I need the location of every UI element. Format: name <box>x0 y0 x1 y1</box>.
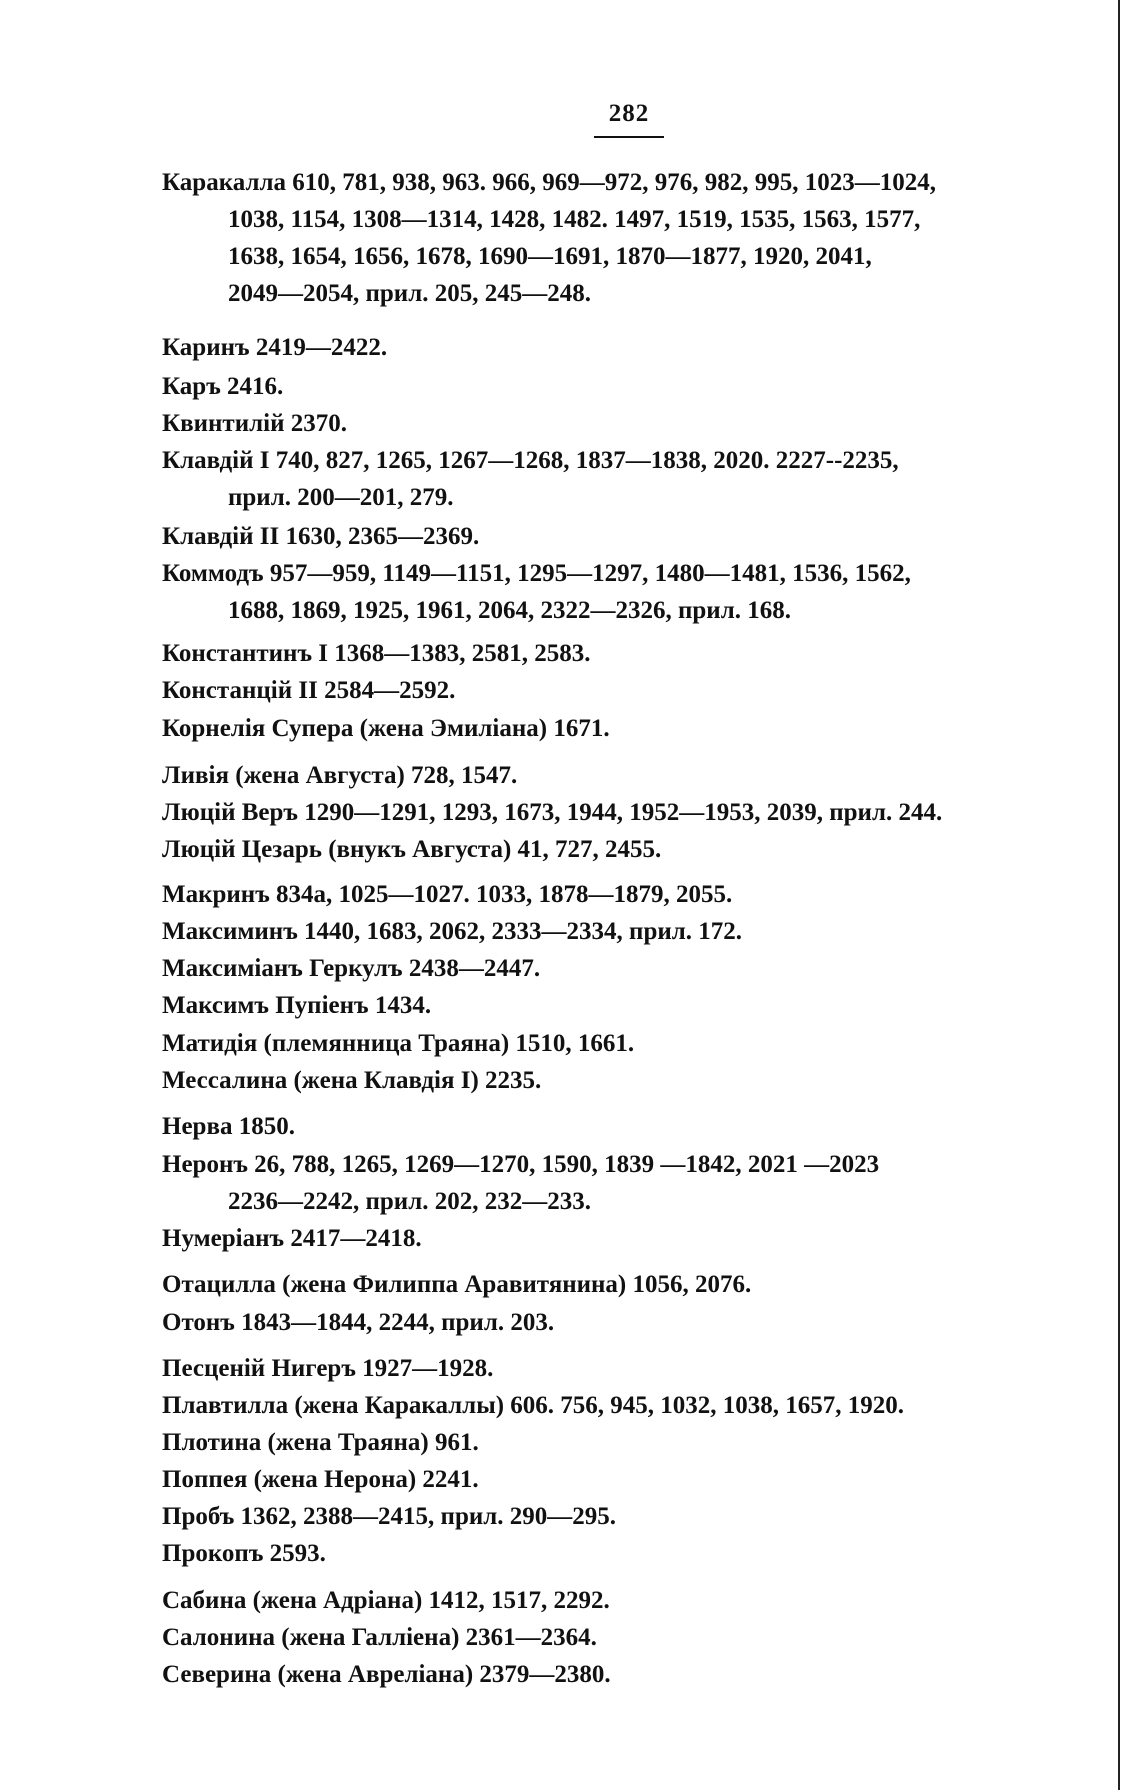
index-entry <box>162 987 1090 1024</box>
index-entry <box>162 1108 1090 1145</box>
index-entry <box>162 1424 1090 1461</box>
index-entry <box>162 1350 1090 1387</box>
index-entry <box>162 672 1090 709</box>
entry-line: Клавдій I 740, 827, 1265, 1267—1268, 1837—1838, 2020. 2227--2235, <box>162 447 899 474</box>
entry-line: Корнелія Супера (жена Эмиліана) 1671. <box>162 715 610 742</box>
index-entry <box>162 1025 1090 1062</box>
right-margin-rule <box>1118 0 1120 1790</box>
entry-line: Прокопъ 2593. <box>162 1540 326 1567</box>
entry-line: Коммодъ 957—959, 1149—1151, 1295—1297, 1480—1481, 1536, 1562, <box>162 560 911 587</box>
entry-line: Матидія (племянница Траяна) 1510, 1661. <box>162 1030 635 1057</box>
entry-line: Плотина (жена Траяна) 961. <box>162 1429 479 1456</box>
index-entry <box>162 831 1090 868</box>
index-entry <box>162 518 1090 555</box>
entry-line: Нерва 1850. <box>162 1113 295 1140</box>
entry-line: 2236—2242, прил. 202, 232—233. <box>228 1188 591 1215</box>
index-entry <box>162 1582 1090 1619</box>
index-entry <box>162 1619 1090 1656</box>
index-entry <box>162 757 1090 794</box>
entry-line: Отонъ 1843—1844, 2244, прил. 203. <box>162 1309 555 1336</box>
entry-line: 1038, 1154, 1308—1314, 1428, 1482. 1497, 1519, 1535, 1563, 1577, <box>228 206 921 233</box>
entry-line: Ливія (жена Августа) 728, 1547. <box>162 762 518 789</box>
index-entry <box>162 405 1090 442</box>
entry-line: Плавтилла (жена Каракаллы) 606. 756, 945, 1032, 1038, 1657, 1920. <box>162 1392 905 1419</box>
entry-line: Люцій Веръ 1290—1291, 1293, 1673, 1944, 1952—1953, 2039, прил. 244. <box>162 799 943 826</box>
entry-line: Неронъ 26, 788, 1265, 1269—1270, 1590, 1839 —1842, 2021 —2023 <box>162 1151 880 1178</box>
entry-line: Каринъ 2419—2422. <box>162 334 388 361</box>
index-entry <box>162 329 1090 366</box>
entry-line: Каракалла 610, 781, 938, 963. 966, 969—972, 976, 982, 995, 1023—1024, <box>162 169 936 196</box>
index-entry <box>162 1461 1090 1498</box>
entry-line: 2049—2054, прил. 205, 245—248. <box>228 280 591 307</box>
index-entry <box>162 1146 1090 1220</box>
index-entry <box>162 1220 1090 1257</box>
index-entry <box>162 1266 1090 1303</box>
entry-line: Люцій Цезарь (внукъ Августа) 41, 727, 2455. <box>162 836 662 863</box>
page-number: 282 <box>608 100 650 127</box>
entry-line: Сабина (жена Адріана) 1412, 1517, 2292. <box>162 1587 610 1614</box>
index-entry <box>162 1656 1090 1693</box>
entry-line: 1638, 1654, 1656, 1678, 1690—1691, 1870—1877, 1920, 2041, <box>228 243 872 270</box>
entry-line: Салонина (жена Галліена) 2361—2364. <box>162 1624 597 1651</box>
index-entry <box>162 635 1090 672</box>
entry-line: Констанцій II 2584—2592. <box>162 677 456 704</box>
index-entry <box>162 442 1090 516</box>
page-number-underline <box>594 136 664 138</box>
entry-line: прил. 200—201, 279. <box>228 484 454 511</box>
index-entry <box>162 794 1090 831</box>
index-entry <box>162 368 1090 405</box>
entry-line: Максимъ Пупіенъ 1434. <box>162 992 432 1019</box>
entry-line: Константинъ I 1368—1383, 2581, 2583. <box>162 640 591 667</box>
entry-line: Клавдій II 1630, 2365—2369. <box>162 523 480 550</box>
index-entry <box>162 1387 1090 1424</box>
entry-line: Макринъ 834а, 1025—1027. 1033, 1878—1879, 2055. <box>162 881 733 908</box>
index-entry <box>162 913 1090 950</box>
index-entry <box>162 555 1090 629</box>
entry-line: Максиминъ 1440, 1683, 2062, 2333—2334, прил. 172. <box>162 918 743 945</box>
entry-line: Каръ 2416. <box>162 373 284 400</box>
entry-line: Максиміанъ Геркулъ 2438—2447. <box>162 955 541 982</box>
entry-line: Квинтилій 2370. <box>162 410 347 437</box>
index-entry <box>162 876 1090 913</box>
entry-line: Отацилла (жена Филиппа Аравитянина) 1056, 2076. <box>162 1271 752 1298</box>
index-entry <box>162 950 1090 987</box>
entry-line: Поппея (жена Нерона) 2241. <box>162 1466 479 1493</box>
index-entry <box>162 1535 1090 1572</box>
index-entry <box>162 1062 1090 1099</box>
entry-line: 1688, 1869, 1925, 1961, 2064, 2322—2326, прил. 168. <box>228 597 791 624</box>
entry-line: Песценій Нигеръ 1927—1928. <box>162 1355 494 1382</box>
index-entry <box>162 1498 1090 1535</box>
entry-line: Мессалина (жена Клавдія I) 2235. <box>162 1067 542 1094</box>
entry-line: Пробъ 1362, 2388—2415, прил. 290—295. <box>162 1503 617 1530</box>
index-entry <box>162 710 1090 747</box>
index-entry <box>162 1304 1090 1341</box>
index-entry <box>162 164 1090 312</box>
entry-line: Северина (жена Авреліана) 2379—2380. <box>162 1661 611 1688</box>
entry-line: Нумеріанъ 2417—2418. <box>162 1225 422 1252</box>
